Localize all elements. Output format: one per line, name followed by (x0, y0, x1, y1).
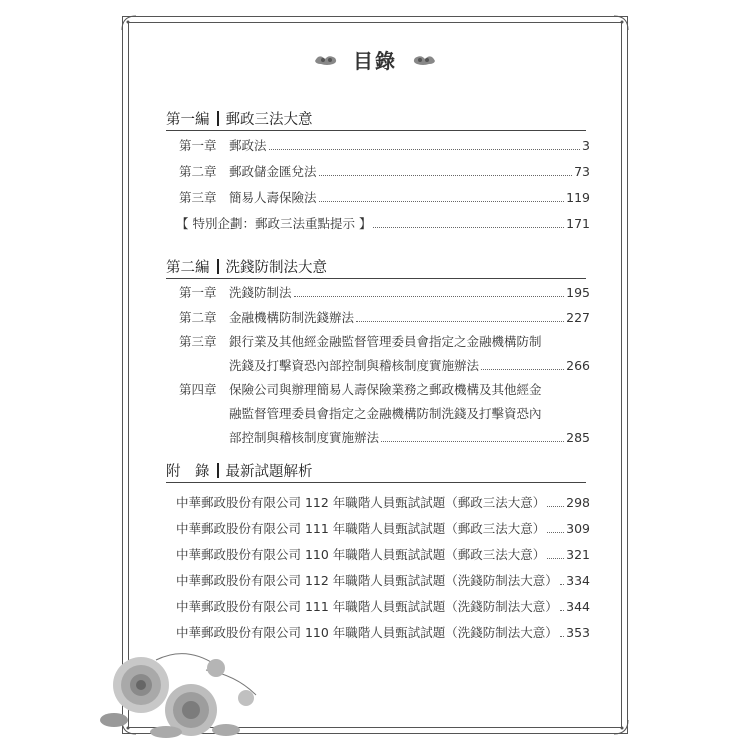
page-number: 321 (566, 547, 590, 562)
chapter-title-line: 融監督管理委員會指定之金融機構防制洗錢及打擊資恐內 (229, 406, 542, 421)
chapter-number: 第二章 (179, 310, 217, 325)
dot-leader (560, 598, 564, 611)
special-title: 【 特別企劃：郵政三法重點提示 】 (176, 216, 372, 231)
toc-entry[interactable] (179, 137, 590, 155)
section-rule (166, 130, 586, 131)
part-1-label: 第一編 (166, 112, 210, 128)
chapter-title-line: 銀行業及其他經金融監督管理委員會指定之金融機構防制 (229, 334, 542, 349)
exam-title: 中華郵政股份有限公司 111 年職階人員甄試試題（洗錢防制法大意） (176, 599, 558, 614)
page-number: 344 (566, 599, 590, 614)
exam-entry[interactable] (176, 546, 590, 564)
dot-leader (560, 624, 564, 637)
toc-entry-multiline[interactable] (179, 333, 590, 351)
toc-entry[interactable] (179, 163, 590, 181)
exam-entry[interactable] (176, 572, 590, 590)
page-number: 171 (566, 216, 590, 231)
dot-leader (547, 520, 564, 533)
part-2-name: 洗錢防制法大意 (225, 260, 327, 276)
exam-entry[interactable] (176, 494, 590, 512)
dot-leader (373, 215, 564, 228)
toc-entry[interactable] (179, 284, 590, 302)
exam-title: 中華郵政股份有限公司 111 年職階人員甄試試題（郵政三法大意） (176, 521, 546, 536)
toc-entry-multiline[interactable] (179, 381, 590, 399)
exam-entry[interactable] (176, 598, 590, 616)
section-rule (166, 278, 586, 279)
page-number: 285 (566, 430, 590, 445)
corner-ornament-top-left (119, 13, 137, 31)
dot-leader (319, 189, 565, 202)
part-1-heading (166, 108, 313, 129)
exam-title: 中華郵政股份有限公司 110 年職階人員甄試試題（郵政三法大意） (176, 547, 546, 562)
flower-ornament-icon (411, 51, 437, 67)
chapter-title: 洗錢防制法 (229, 285, 292, 300)
chapter-title: 金融機構防制洗錢辦法 (229, 310, 355, 325)
chapter-number: 第一章 (179, 285, 217, 300)
divider-bar (217, 463, 219, 478)
page-number: 353 (566, 625, 590, 640)
part-1-name: 郵政三法大意 (225, 112, 313, 128)
dot-leader (547, 546, 564, 559)
chapter-title-line: 部控制與稽核制度實施辦法 (229, 430, 380, 445)
corner-ornament-top-right (613, 13, 631, 31)
chapter-number: 第二章 (179, 164, 217, 179)
dot-leader (356, 309, 564, 322)
dot-leader (560, 572, 564, 585)
dot-leader (319, 163, 573, 176)
chapter-number: 第一章 (179, 138, 217, 153)
chapter-title-line: 洗錢及打擊資恐內部控制與稽核制度實施辦法 (229, 358, 480, 373)
chapter-title-line: 保險公司與辦理簡易人壽保險業務之郵政機構及其他經金 (229, 382, 542, 397)
appendix-heading (166, 460, 313, 481)
exam-title: 中華郵政股份有限公司 110 年職階人員甄試試題（洗錢防制法大意） (176, 625, 558, 640)
toc-entry-continuation[interactable] (229, 357, 590, 375)
page-title: 目錄 (353, 48, 397, 73)
page-number: 73 (574, 164, 590, 179)
dot-leader (381, 429, 564, 442)
divider-bar (217, 259, 219, 274)
page-number: 3 (582, 138, 590, 153)
chapter-title: 郵政法 (229, 138, 267, 153)
appendix-name: 最新試題解析 (225, 464, 313, 480)
section-rule (166, 482, 586, 483)
appendix-label: 附 錄 (166, 464, 210, 480)
page-number: 334 (566, 573, 590, 588)
chapter-number: 第三章 (179, 190, 217, 205)
dot-leader (547, 494, 564, 507)
page-number: 195 (566, 285, 590, 300)
page-number: 227 (566, 310, 590, 325)
toc-entry[interactable] (179, 309, 590, 327)
dot-leader (481, 357, 564, 370)
peony-flowers-decoration-icon (96, 640, 276, 740)
toc-entry[interactable] (179, 189, 590, 207)
exam-title: 中華郵政股份有限公司 112 年職階人員甄試試題（洗錢防制法大意） (176, 573, 558, 588)
dot-leader (269, 137, 581, 150)
toc-entry-special[interactable] (176, 215, 590, 233)
page-number: 309 (566, 521, 590, 536)
page-number: 119 (566, 190, 590, 205)
chapter-number: 第三章 (179, 334, 217, 349)
chapter-title: 郵政儲金匯兌法 (229, 164, 317, 179)
part-2-heading (166, 256, 327, 277)
page-number: 266 (566, 358, 590, 373)
exam-entry[interactable] (176, 520, 590, 538)
corner-ornament-bottom-right (613, 719, 631, 737)
chapter-title: 簡易人壽保險法 (229, 190, 317, 205)
flower-ornament-icon (313, 51, 339, 67)
exam-title: 中華郵政股份有限公司 112 年職階人員甄試試題（郵政三法大意） (176, 495, 546, 510)
dot-leader (294, 284, 565, 297)
toc-entry-continuation[interactable] (229, 429, 590, 447)
part-2-label: 第二編 (166, 260, 210, 276)
page-number: 298 (566, 495, 590, 510)
chapter-number: 第四章 (179, 382, 217, 397)
title-row (128, 44, 622, 74)
divider-bar (217, 111, 219, 126)
